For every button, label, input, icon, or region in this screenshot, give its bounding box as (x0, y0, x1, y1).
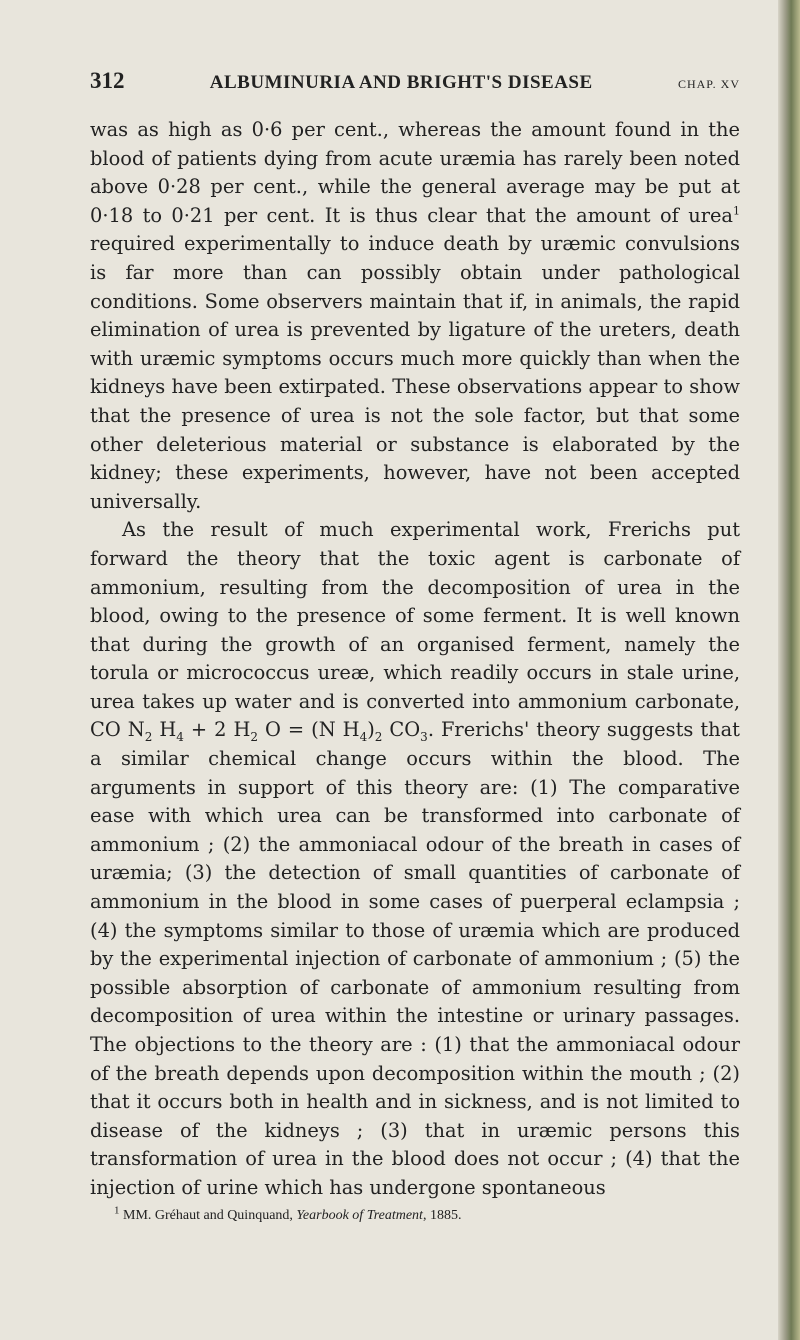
footnote-year: , 1885. (422, 1207, 462, 1223)
paragraph-1-part-a: was as high as 0·6 per cent., whereas the amount found in the blood of patients dying from acute uræmia has rarely been noted above 0·28 per cent., while the general average may be put at 0·18 to 0·21 per cent. It is thus clear that the amount of urea (90, 118, 740, 227)
footnote (90, 1203, 740, 1225)
book-page (90, 68, 740, 1225)
footnote-reference[interactable]: 1 (733, 204, 740, 218)
chapter-label: CHAP. XV (677, 77, 740, 91)
chemical-equation: CO $N_2$ $H_4 + 2$ $H_2$ O = (N $H_4)_2$ $CO_3$. (90, 718, 434, 745)
paragraph-1 (90, 116, 740, 516)
paragraph-2-part-a: As the result of much experimental work, Frerichs put forward the theory that the toxic agent is carbonate of ammonium, resulting from the decomposition of urea in the blood, owing to the presence of some ferment. It is well known that during the growth of an organised ferment, namely the torula or micrococcus ureæ, which readily occurs in stale urine, urea takes up water and is converted into ammonium carbonate, (90, 518, 740, 713)
paragraph-2-part-b: Frerichs' theory suggests that a similar chemical change occurs within the blood. The arguments in support of this theory are: (1) The comparative ease with which urea can be transformed into carbonate of ammonium ; (2) the ammoniacal odour of the breath in cases of uræmia; (3) the detection of small quantities of carbonate of ammonium in the blood in some cases of puerperal eclampsia ; (4) the symptoms similar to those of uræmia which are produced by the experimental injection of carbonate of ammonium ; (5) the possible absorption of carbonate of ammonium resulting from decomposition of urea within the intestine or urinary passages. The objections to the theory are : (1) that the ammoniacal odour of the breath depends upon decomposition within the mouth ; (2) that it occurs both in health and in sickness, and is not limited to disease of the kidneys ; (3) that in uræmic persons this transformation of urea in the blood does not occur ; (4) that the injection of urine which has undergone spontaneous (90, 718, 740, 1199)
paragraph-1-part-b: required experimentally to induce death by uræmic convulsions is far more than can possibly obtain under pathological conditions. Some observers maintain that if, in animals, the rapid elimination of urea is prevented by ligature of the ureters, death with uræmic symptoms occurs much more quickly than when the kidneys have been extirpated. These observations appear to show that the presence of urea is not the sole factor, but that some other deleterious material or substance is elaborated by the kidney; these experiments, however, have not been accepted universally. (90, 232, 740, 513)
paragraph-2 (90, 516, 740, 1202)
page-header (90, 68, 740, 94)
body-text (90, 116, 740, 1203)
footnote-title: Yearbook of Treatment (296, 1207, 423, 1223)
running-title: ALBUMINURIA AND BRIGHT'S DISEASE (209, 72, 593, 93)
footnote-mark: 1 (114, 1203, 120, 1216)
footnote-authors: MM. Gréhaut and Quinquand, (119, 1207, 297, 1223)
page-edge (778, 0, 800, 1340)
page-number: 312 (90, 68, 125, 93)
